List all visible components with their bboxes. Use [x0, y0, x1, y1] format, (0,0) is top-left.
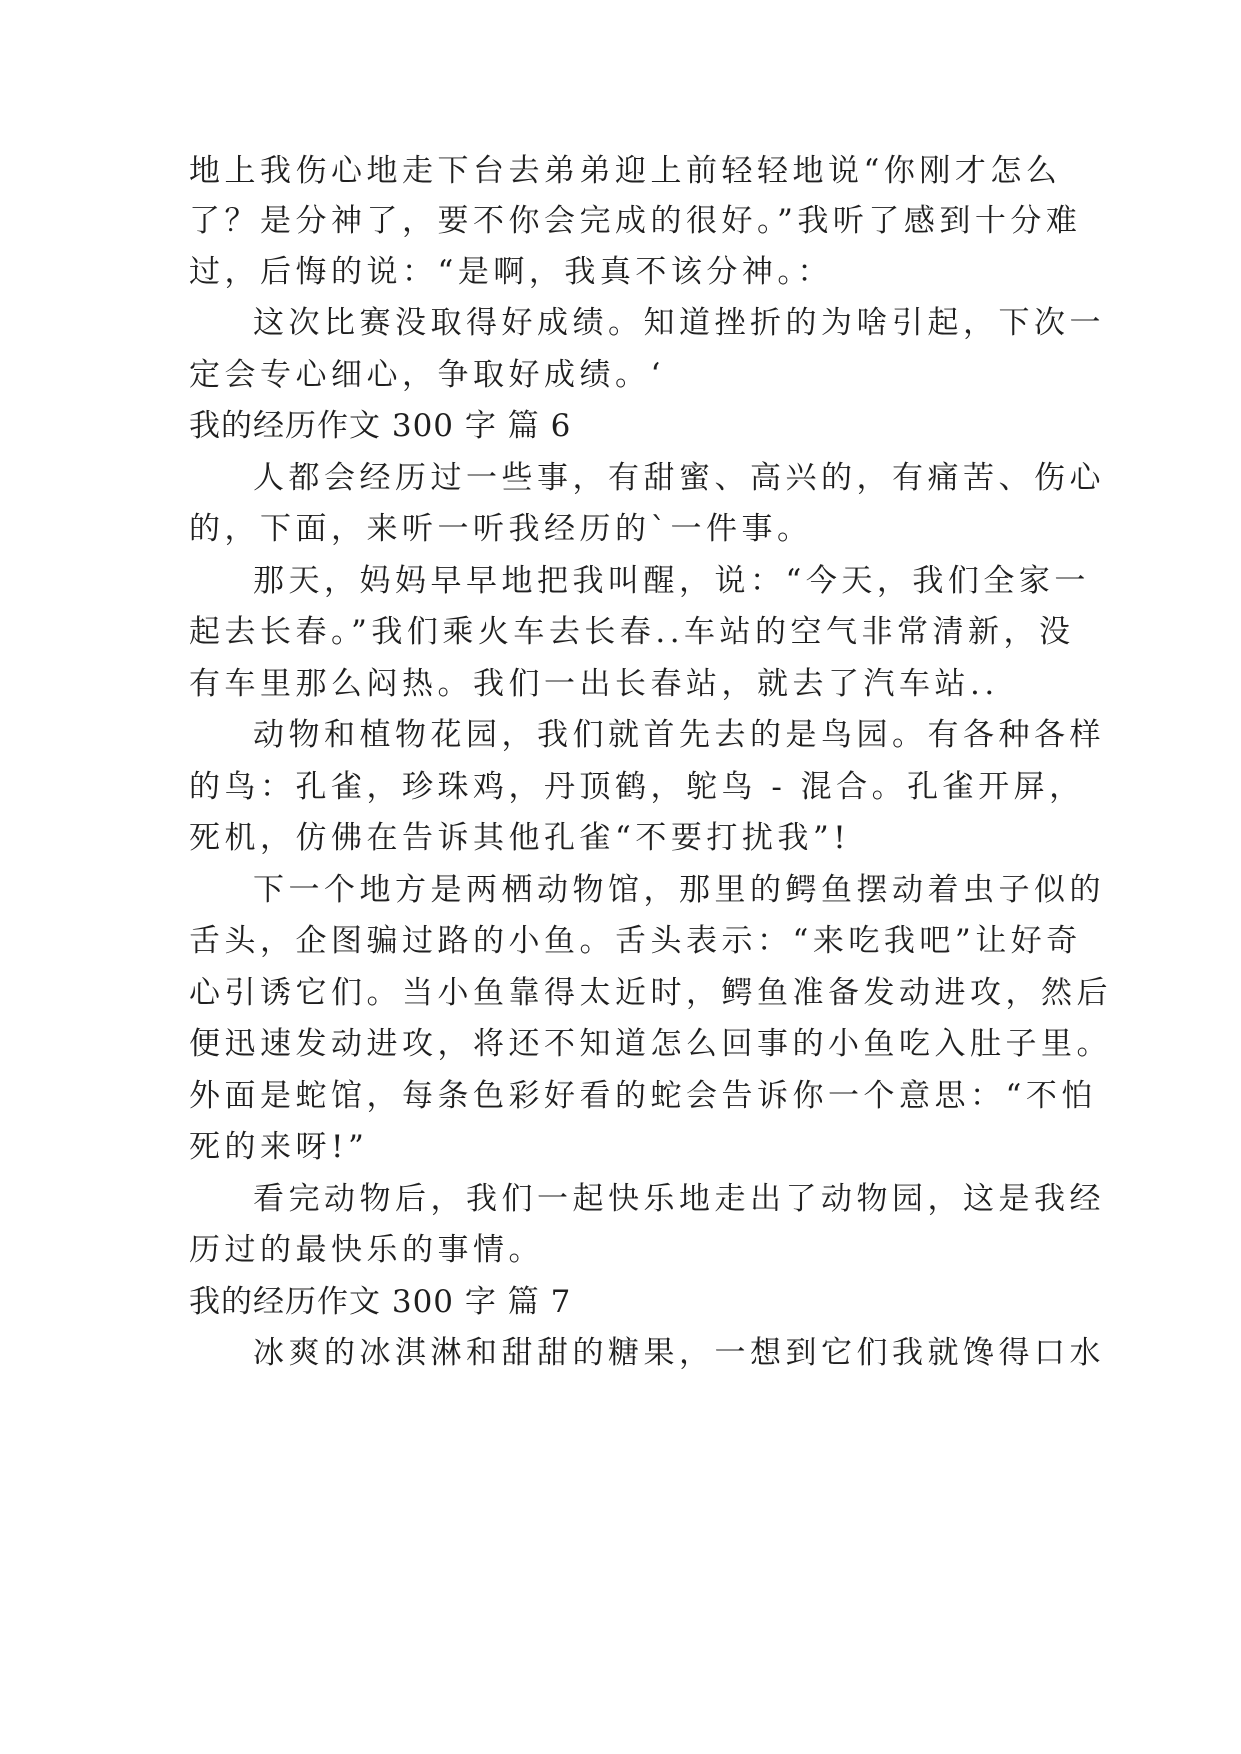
paragraph-line: 舌头，企图骗过路的小鱼。舌头表示：“来吃我吧”让好奇	[189, 923, 1082, 959]
paragraph-line: 了？是分神了，要不你会完成的很好。”我听了感到十分难	[189, 203, 1082, 239]
paragraph-line: 冰爽的冰淇淋和甜甜的糖果，一想到它们我就馋得口水	[253, 1335, 1105, 1371]
paragraph-line: 外面是蛇馆，每条色彩好看的蛇会告诉你一个意思：“不怕	[189, 1078, 1097, 1114]
paragraph-line: 人都会经历过一些事，有甜蜜、高兴的，有痛苦、伤心	[253, 460, 1105, 496]
paragraph-line: 动物和植物花园，我们就首先去的是鸟园。有各种各样	[253, 717, 1105, 753]
paragraph-line: 历过的最快乐的事情。	[189, 1232, 544, 1268]
paragraph-line: 便迅速发动进攻，将还不知道怎么回事的小鱼吃入肚子里。	[189, 1026, 1112, 1062]
paragraph-line: 的，下面，来听一听我经历的`一件事。	[189, 511, 813, 547]
paragraph-line: 死机，仿佛在告诉其他孔雀“不要打扰我”!	[189, 820, 851, 856]
paragraph-line: 起去长春。”我们乘火车去长春..车站的空气非常清新，没	[189, 614, 1075, 650]
section-heading: 我的经历作文 300 字 篇 6	[189, 408, 572, 444]
paragraph-line: 地上我伤心地走下台去弟弟迎上前轻轻地说“你刚才怎么	[189, 153, 1062, 189]
paragraph-line: 心引诱它们。当小鱼靠得太近时，鳄鱼准备发动进攻，然后	[189, 975, 1112, 1011]
paragraph-line: 看完动物后，我们一起快乐地走出了动物园，这是我经	[253, 1181, 1105, 1217]
paragraph-line: 死的来呀!”	[189, 1129, 369, 1165]
paragraph-line: 过，后悔的说：“是啊，我真不该分神。：	[189, 254, 833, 290]
paragraph-line: 这次比赛没取得好成绩。知道挫折的为啥引起，下次一	[253, 305, 1105, 341]
paragraph-line: 有车里那么闷热。我们一出长春站，就去了汽车站..	[189, 666, 999, 702]
paragraph-line: 定会专心细心，争取好成绩。‘	[189, 357, 665, 393]
section-heading: 我的经历作文 300 字 篇 7	[189, 1284, 572, 1320]
paragraph-line: 下一个地方是两栖动物馆，那里的鳄鱼摆动着虫子似的	[253, 872, 1105, 908]
paragraph-line: 那天，妈妈早早地把我叫醒，说：“今天，我们全家一	[253, 563, 1090, 599]
paragraph-line: 的鸟：孔雀，珍珠鸡，丹顶鹤，鸵鸟 - 混合。孔雀开屏，	[189, 769, 1085, 805]
